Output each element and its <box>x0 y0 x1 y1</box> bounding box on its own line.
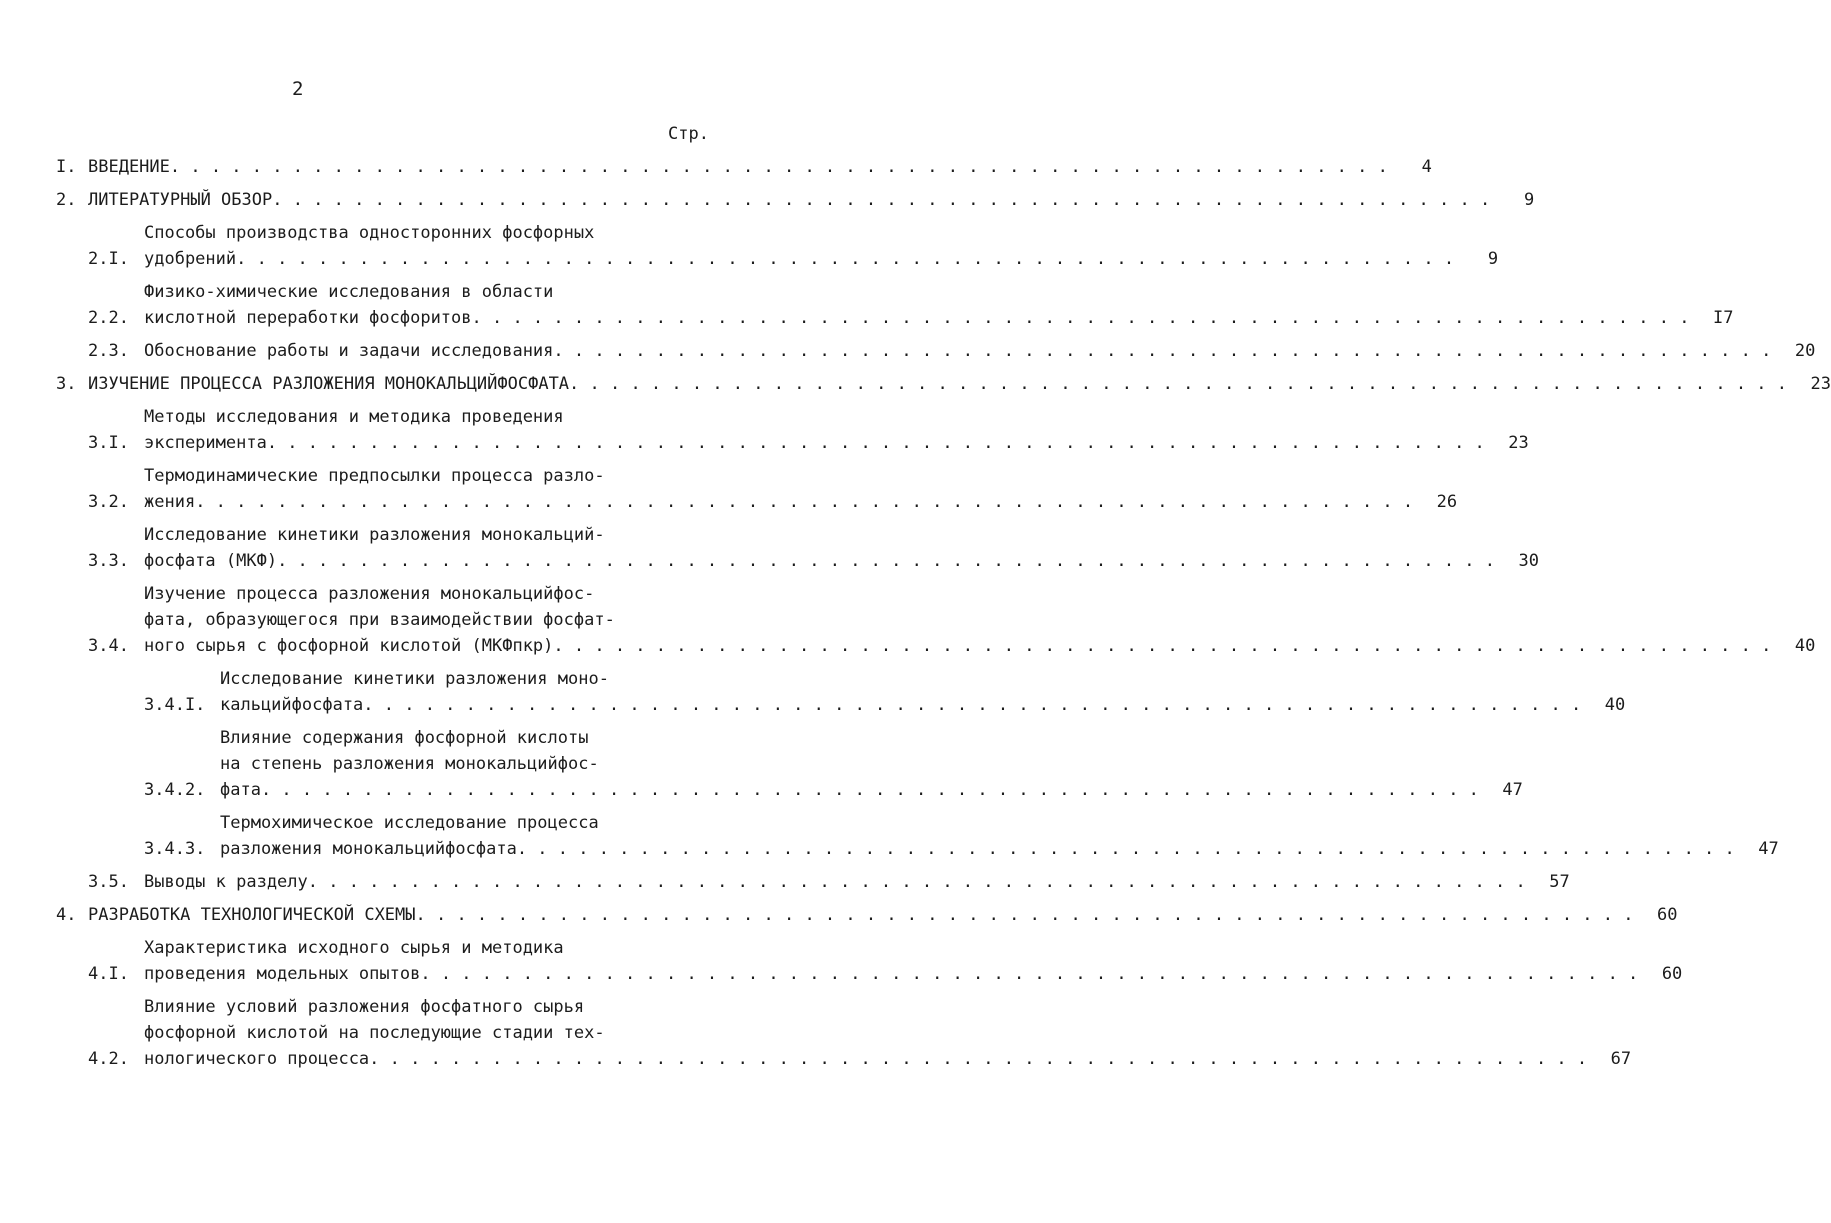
dot-leader: . . . . . . . . . . . . . . . . . . . . . . . . . . . . . . . . . . . . . . . . . . . . . . . . . . . . . . . . . . . . <box>553 636 1772 656</box>
pages-column-label: Стр. <box>668 124 709 144</box>
toc-entry-page: 23 <box>1810 374 1831 394</box>
toc-entry-title-line: ЛИТЕРАТУРНЫЙ ОБЗОР <box>88 190 273 210</box>
toc-entry-title-line: жения <box>144 492 196 512</box>
toc-entry <box>88 581 1816 659</box>
toc-entry-page: 47 <box>1758 839 1779 859</box>
toc-entry <box>88 522 1540 574</box>
toc-entry <box>88 463 1458 515</box>
toc-entry-title-line: ВВЕДЕНИЕ <box>88 157 170 177</box>
toc-entry-title-line: нологического процесса <box>144 1049 370 1069</box>
toc-entry-page: I7 <box>1712 308 1734 328</box>
toc-entry <box>144 725 1523 803</box>
toc-entry-title-line: Влияние условий разложения фосфатного сырья <box>144 997 585 1017</box>
dot-leader: . . . . . . . . . . . . . . . . . . . . . . . . . . . . . . . . . . . . . . . . . . . . . . . . . . . . . . . . . . . . <box>277 551 1496 571</box>
toc-entry-title-line: Термохимическое исследование процесса <box>220 813 599 833</box>
toc-entry-title-line: Обоснование работы и задачи исследования <box>144 341 554 361</box>
toc-entry <box>56 187 1535 213</box>
toc-entry-number: 3.4.3. <box>144 839 206 859</box>
dot-leader: . . . . . . . . . . . . . . . . . . . . . . . . . . . . . . . . . . . . . . . . . . . . . . . . . . . . . . . . . . . . <box>272 190 1491 210</box>
dot-leader: . . . . . . . . . . . . . . . . . . . . . . . . . . . . . . . . . . . . . . . . . . . . . . . . . . . . . . . . . . . . <box>369 1049 1588 1069</box>
toc-entry-page: 67 <box>1610 1049 1632 1069</box>
toc-entry-number: 2.I. <box>88 249 129 269</box>
toc-entry <box>56 902 1678 928</box>
toc-entry <box>88 220 1499 272</box>
dot-leader: . . . . . . . . . . . . . . . . . . . . . . . . . . . . . . . . . . . . . . . . . . . . . . . . . . . . . . . . . . . . <box>169 157 1388 177</box>
dot-leader: . . . . . . . . . . . . . . . . . . . . . . . . . . . . . . . . . . . . . . . . . . . . . . . . . . . . . . . . . . . . <box>553 341 1772 361</box>
toc-entry-title-line: Выводы к разделу <box>144 872 308 892</box>
toc-entry-number: 3.2. <box>88 492 129 512</box>
toc-entry-page: 9 <box>1487 249 1499 269</box>
toc-entry <box>88 338 1816 364</box>
dot-leader: . . . . . . . . . . . . . . . . . . . . . . . . . . . . . . . . . . . . . . . . . . . . . . . . . . . . . . . . . . . . <box>307 872 1526 892</box>
toc-entry-page: 60 <box>1656 905 1678 925</box>
toc-entry-title-line: разложения монокальцийфосфата <box>220 839 517 859</box>
toc-entry-title-line: Исследование кинетики разложения моно- <box>220 669 609 689</box>
toc-entry <box>88 994 1632 1072</box>
toc-entry-number: 4.2. <box>88 1049 129 1069</box>
toc-entry-number: I. <box>56 157 77 177</box>
toc-entry-page: 40 <box>1604 695 1626 715</box>
dot-leader: . . . . . . . . . . . . . . . . . . . . . . . . . . . . . . . . . . . . . . . . . . . . . . . . . . . . . . . . . . . . <box>266 433 1485 453</box>
toc-entry-title-line: Термодинамические предпосылки процесса разло- <box>144 466 605 486</box>
toc-entry-number: 4. <box>56 905 77 925</box>
toc-entry-number: 2.2. <box>88 308 129 328</box>
toc-entry <box>88 869 1570 895</box>
toc-entry-page: 30 <box>1518 551 1540 571</box>
dot-leader: . . . . . . . . . . . . . . . . . . . . . . . . . . . . . . . . . . . . . . . . . . . . . . . . . . . . . . . . . . . . <box>195 492 1414 512</box>
toc-entry-number: 3.4.I. <box>144 695 206 715</box>
toc-entry-number: 3.3. <box>88 551 129 571</box>
toc-entry-title-line: Исследование кинетики разложения монокальций- <box>144 525 605 545</box>
toc-entry-page: 20 <box>1794 341 1816 361</box>
toc-entry <box>144 810 1779 862</box>
dot-leader: . . . . . . . . . . . . . . . . . . . . . . . . . . . . . . . . . . . . . . . . . . . . . . . . . . . . . . . . . . . . <box>260 780 1479 800</box>
toc-entry-number: 3.4. <box>88 636 129 656</box>
toc-entry-number: 4.I. <box>88 964 129 984</box>
toc-entry-title-line: ИЗУЧЕНИЕ ПРОЦЕССА РАЗЛОЖЕНИЯ МОНОКАЛЬЦИЙФОСФАТА <box>88 374 570 394</box>
dot-leader: . . . . . . . . . . . . . . . . . . . . . . . . . . . . . . . . . . . . . . . . . . . . . . . . . . . . . . . . . . . . <box>236 249 1455 269</box>
toc-entry-number: 2. <box>56 190 77 210</box>
toc-entry-title-line: Влияние содержания фосфорной кислоты <box>220 728 589 748</box>
toc-entry-number: 2.3. <box>88 341 129 361</box>
toc-entry-title-line: Физико-химические исследования в области <box>144 282 554 302</box>
toc-entry-title-line: фосфорной кислотой на последующие стадии тех- <box>144 1023 605 1043</box>
toc-entry <box>144 666 1626 718</box>
toc-entry-title-line: кальцийфосфата <box>220 695 364 715</box>
dot-leader: . . . . . . . . . . . . . . . . . . . . . . . . . . . . . . . . . . . . . . . . . . . . . . . . . . . . . . . . . . . . <box>516 839 1735 859</box>
dot-leader: . . . . . . . . . . . . . . . . . . . . . . . . . . . . . . . . . . . . . . . . . . . . . . . . . . . . . . . . . . . . <box>363 695 1582 715</box>
toc-entry-page: 23 <box>1508 433 1529 453</box>
dot-leader: . . . . . . . . . . . . . . . . . . . . . . . . . . . . . . . . . . . . . . . . . . . . . . . . . . . . . . . . . . . . <box>471 308 1690 328</box>
toc-entry-number: 3.I. <box>88 433 129 453</box>
dot-leader: . . . . . . . . . . . . . . . . . . . . . . . . . . . . . . . . . . . . . . . . . . . . . . . . . . . . . . . . . . . . <box>415 905 1634 925</box>
toc-entry-page: 57 <box>1549 872 1570 892</box>
table-of-contents <box>56 154 1831 1079</box>
toc-entry-title-line: фата, образующегося при взаимодействии фосфат- <box>144 610 615 630</box>
toc-entry-title-line: кислотной переработки фосфоритов <box>144 308 472 328</box>
toc-entry <box>56 371 1831 397</box>
toc-entry-title-line: проведения модельных опытов <box>144 964 421 984</box>
toc-entry-page: 40 <box>1794 636 1816 656</box>
toc-entry-page: 9 <box>1523 190 1535 210</box>
toc-entry-title-line: удобрений <box>144 249 237 269</box>
toc-entry-title-line: Способы производства односторонних фосфорных <box>144 223 595 243</box>
toc-entry <box>56 154 1432 180</box>
toc-entry-title-line: РАЗРАБОТКА ТЕХНОЛОГИЧЕСКОЙ СХЕМЫ <box>88 905 416 925</box>
toc-entry-page: 47 <box>1502 780 1523 800</box>
toc-entry-title-line: фата <box>220 780 261 800</box>
toc-entry-title-line: Методы исследования и методика проведения <box>144 407 564 427</box>
toc-entry-number: 3. <box>56 374 77 394</box>
toc-entry-page: 26 <box>1436 492 1458 512</box>
toc-entry-title-line: фосфата (МКФ) <box>144 551 278 571</box>
toc-entry-title-line: ного сырья с фосфорной кислотой (МКФпкр) <box>144 636 554 656</box>
toc-entry <box>88 935 1683 987</box>
toc-entry-title-line: Характеристика исходного сырья и методика <box>144 938 564 958</box>
toc-entry-title-line: на степень разложения монокальцийфос- <box>220 754 599 774</box>
page-number: 2 <box>292 78 304 100</box>
toc-entry-page: 4 <box>1421 157 1432 177</box>
toc-entry <box>88 279 1734 331</box>
toc-entry-number: 3.5. <box>88 872 129 892</box>
toc-entry-title-line: Изучение процесса разложения монокальцийфос- <box>144 584 595 604</box>
toc-entry <box>88 404 1529 456</box>
toc-entry-number: 3.4.2. <box>144 780 206 800</box>
toc-entry-page: 60 <box>1661 964 1683 984</box>
dot-leader: . . . . . . . . . . . . . . . . . . . . . . . . . . . . . . . . . . . . . . . . . . . . . . . . . . . . . . . . . . . . <box>420 964 1639 984</box>
toc-entry-title-line: эксперимента <box>144 433 267 453</box>
dot-leader: . . . . . . . . . . . . . . . . . . . . . . . . . . . . . . . . . . . . . . . . . . . . . . . . . . . . . . . . . . . . <box>569 374 1787 394</box>
